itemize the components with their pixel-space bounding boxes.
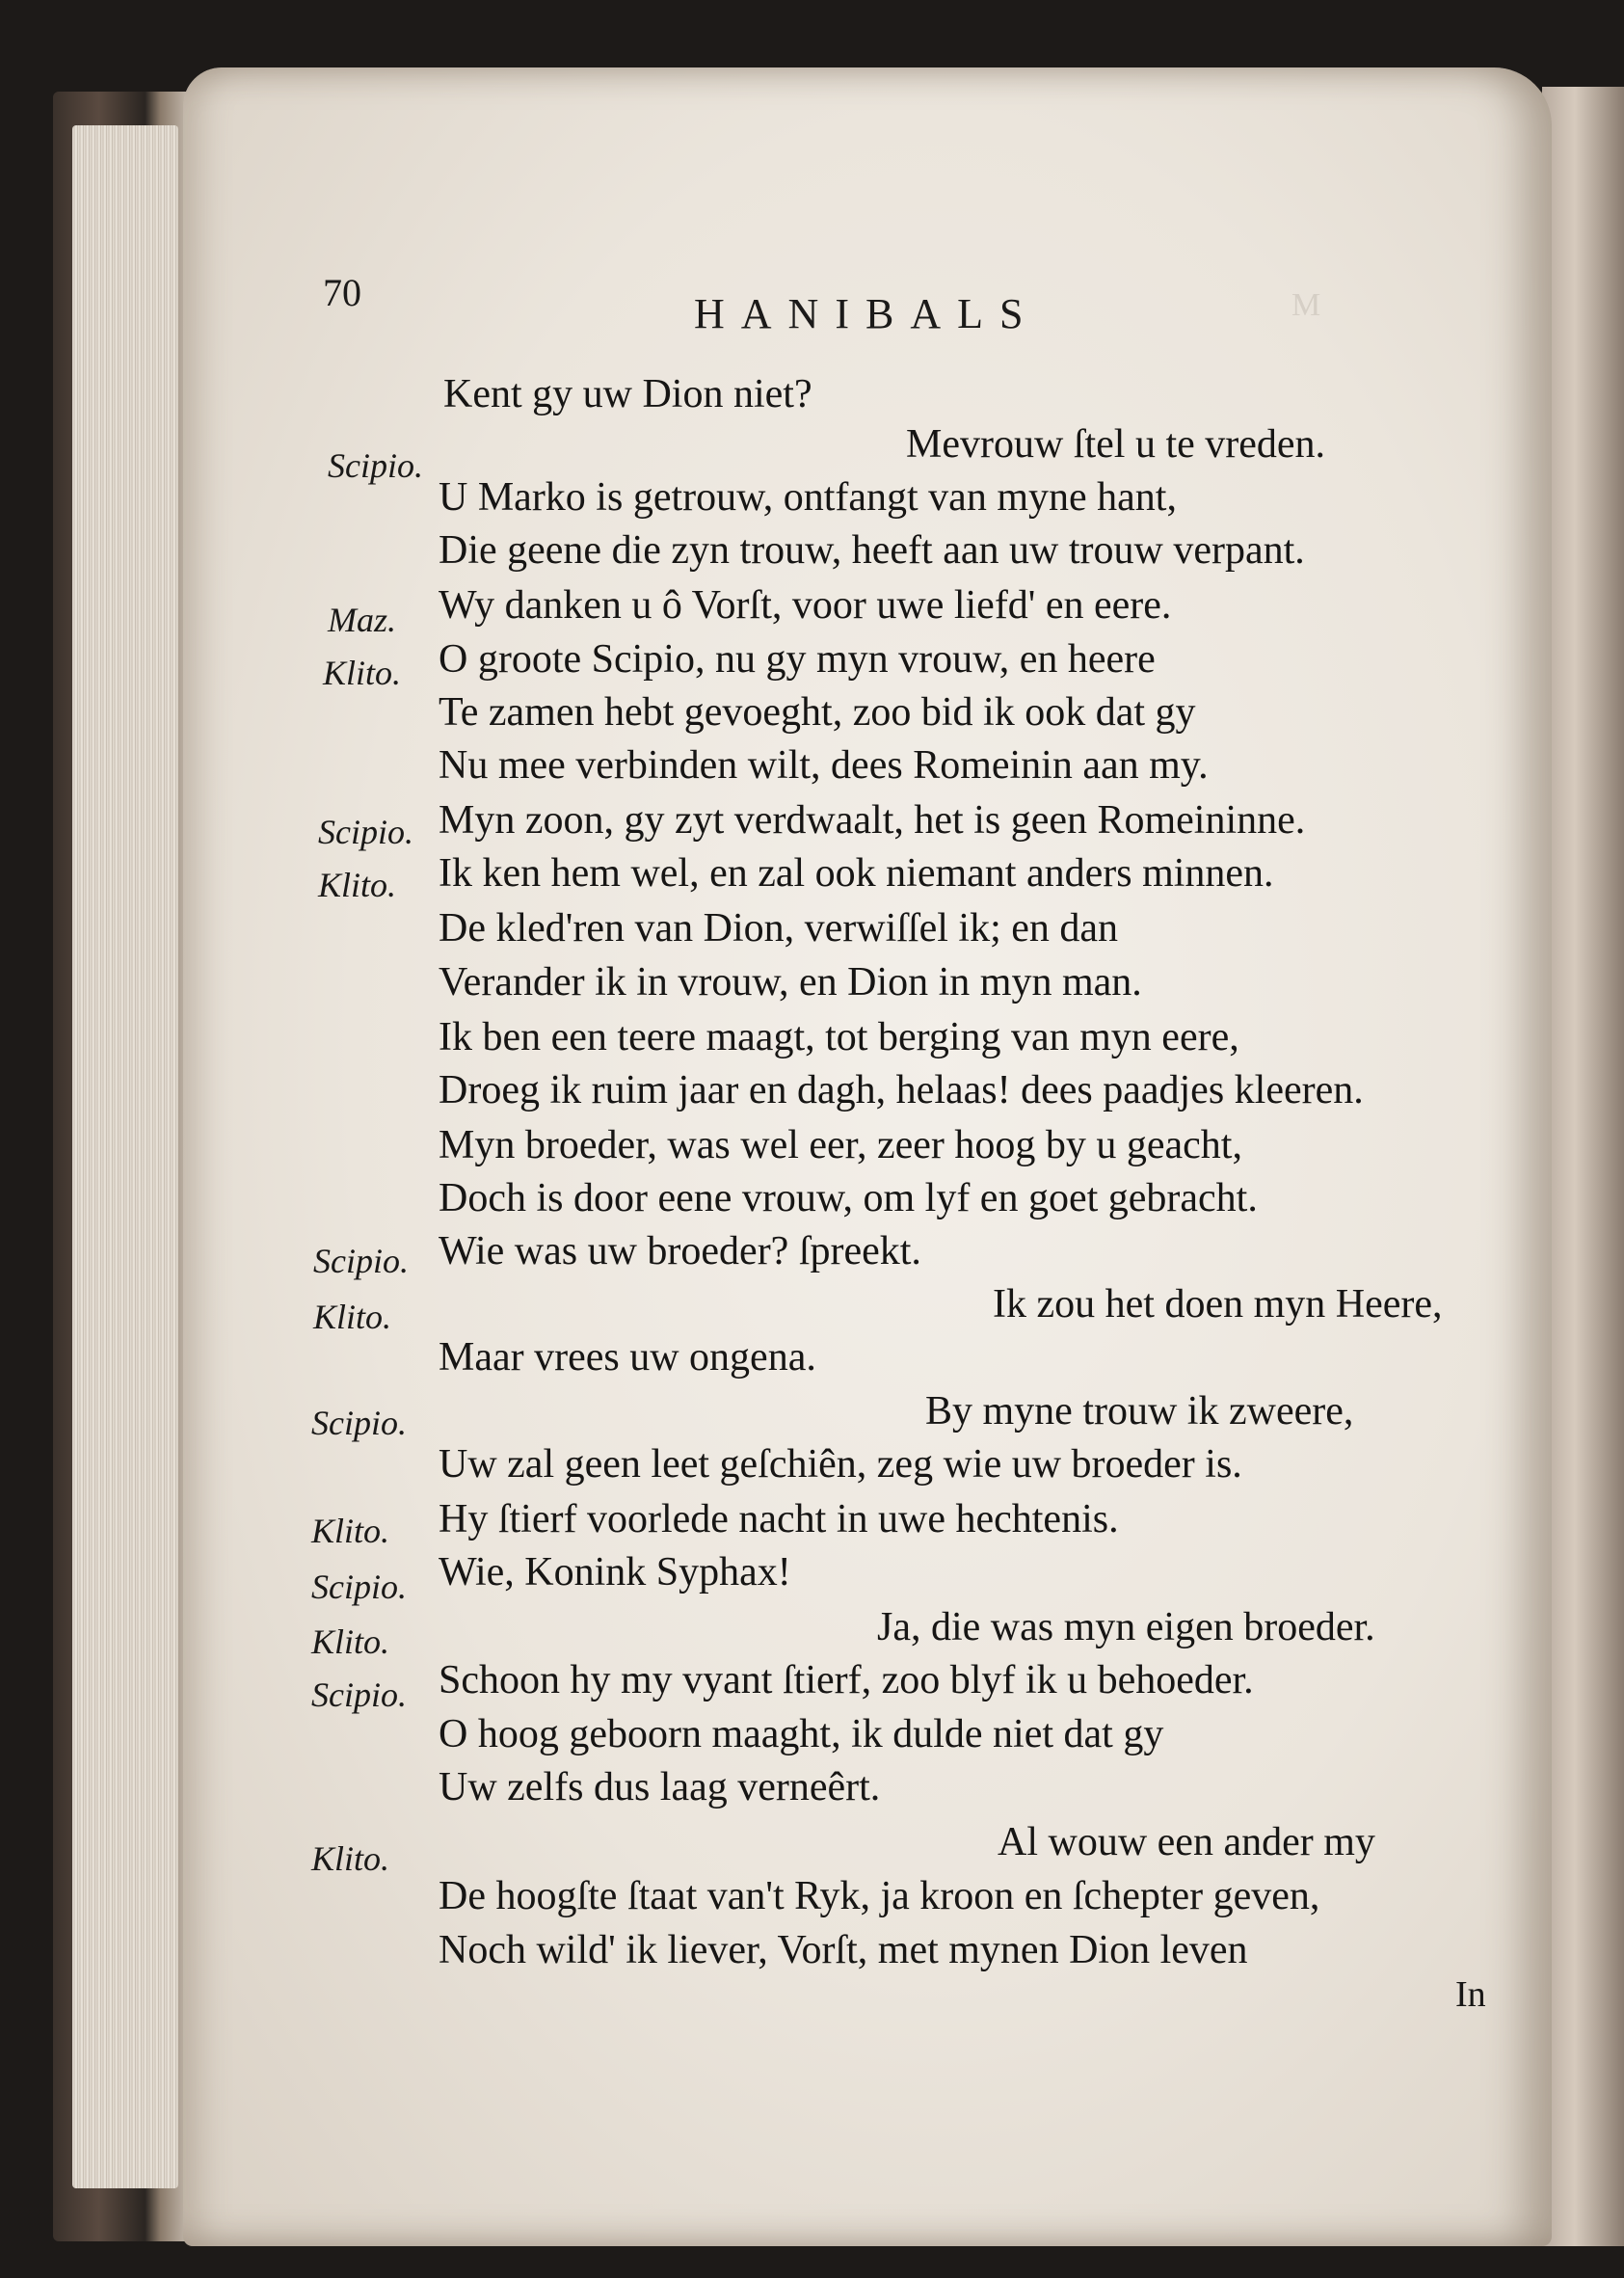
speaker-label: Klito.: [311, 1512, 390, 1550]
show-through-text: M: [1291, 287, 1321, 323]
verse-line: Uw zelfs dus laag verneêrt.: [439, 1765, 881, 1809]
speaker-label: Scipio.: [318, 813, 413, 851]
speaker-label: Scipio.: [311, 1675, 407, 1714]
verse-line: Ik ken hem wel, en zal ook niemant anders minnen.: [439, 851, 1274, 896]
verse-line: Verander ik in vrouw, en Dion in myn man.: [439, 960, 1142, 1005]
verse-line: By myne trouw ik zweere,: [925, 1389, 1354, 1434]
verse-line: Myn zoon, gy zyt verdwaalt, het is geen Romeininne.: [439, 798, 1306, 843]
verse-line: Kent gy uw Dion niet?: [443, 372, 812, 416]
speaker-label: Klito.: [311, 1622, 390, 1661]
page-edges: [72, 125, 178, 2188]
verse-line: Nu mee verbinden wilt, dees Romeinin aan my.: [439, 743, 1209, 788]
verse-line: Die geene die zyn trouw, heeft aan uw trouw verpant.: [439, 528, 1305, 573]
verse-line: Hy ſtierf voorlede nacht in uwe hechtenis.: [439, 1497, 1119, 1541]
speaker-label: Scipio.: [311, 1568, 407, 1606]
speaker-label: Scipio.: [328, 446, 423, 485]
facing-page-edge: [1542, 87, 1624, 2246]
verse-line: Ik zou het doen myn Heere,: [993, 1282, 1443, 1327]
verse-line: Maar vrees uw ongena.: [439, 1335, 816, 1380]
verse-line: Wie, Konink Syphax!: [439, 1550, 791, 1595]
running-title: HANIBALS: [694, 290, 1040, 337]
speaker-label: Klito.: [311, 1839, 390, 1878]
verse-line: Uw zal geen leet geſchiên, zeg wie uw broeder is.: [439, 1442, 1242, 1487]
book-page: [183, 67, 1552, 2246]
verse-line: Noch wild' ik liever, Vorſt, met mynen Dion leven: [439, 1928, 1248, 1972]
speaker-label: Klito.: [323, 654, 402, 692]
verse-line: Myn broeder, was wel eer, zeer hoog by u geacht,: [439, 1123, 1242, 1167]
verse-line: Wy danken u ô Vorſt, voor uwe liefd' en eere.: [439, 583, 1172, 628]
verse-line: Droeg ik ruim jaar en dagh, helaas! dees paadjes kleeren.: [439, 1068, 1364, 1112]
speaker-label: Klito.: [318, 866, 397, 904]
speaker-label: Klito.: [313, 1298, 392, 1336]
verse-line: U Marko is getrouw, ontfangt van myne hant,: [439, 475, 1177, 520]
verse-line: Wie was uw broeder? ſpreekt.: [439, 1229, 921, 1273]
speaker-label: Scipio.: [311, 1404, 407, 1442]
verse-line: Schoon hy my vyant ſtierf, zoo blyf ik u behoeder.: [439, 1658, 1254, 1702]
verse-line: O hoog geboorn maaght, ik dulde niet dat gy: [439, 1712, 1164, 1756]
verse-line: De kled'ren van Dion, verwiſſel ik; en dan: [439, 906, 1119, 951]
speaker-label: Maz.: [328, 601, 396, 639]
verse-line: Mevrouw ſtel u te vreden.: [906, 422, 1326, 467]
verse-line: Ik ben een teere maagt, tot berging van myn eere,: [439, 1015, 1239, 1059]
verse-line: Al wouw een ander my: [998, 1820, 1375, 1864]
verse-line: Ja, die was myn eigen broeder.: [877, 1605, 1375, 1649]
catchword: In: [1455, 1974, 1486, 2015]
page-number: 70: [323, 271, 361, 314]
verse-line: O groote Scipio, nu gy myn vrouw, en heere: [439, 637, 1156, 682]
verse-line: Te zamen hebt gevoeght, zoo bid ik ook dat gy: [439, 690, 1196, 735]
speaker-label: Scipio.: [313, 1242, 409, 1280]
verse-line: Doch is door eene vrouw, om lyf en goet gebracht.: [439, 1176, 1258, 1220]
verse-line: De hoogſte ſtaat van't Ryk, ja kroon en ſchepter geven,: [439, 1874, 1320, 1918]
